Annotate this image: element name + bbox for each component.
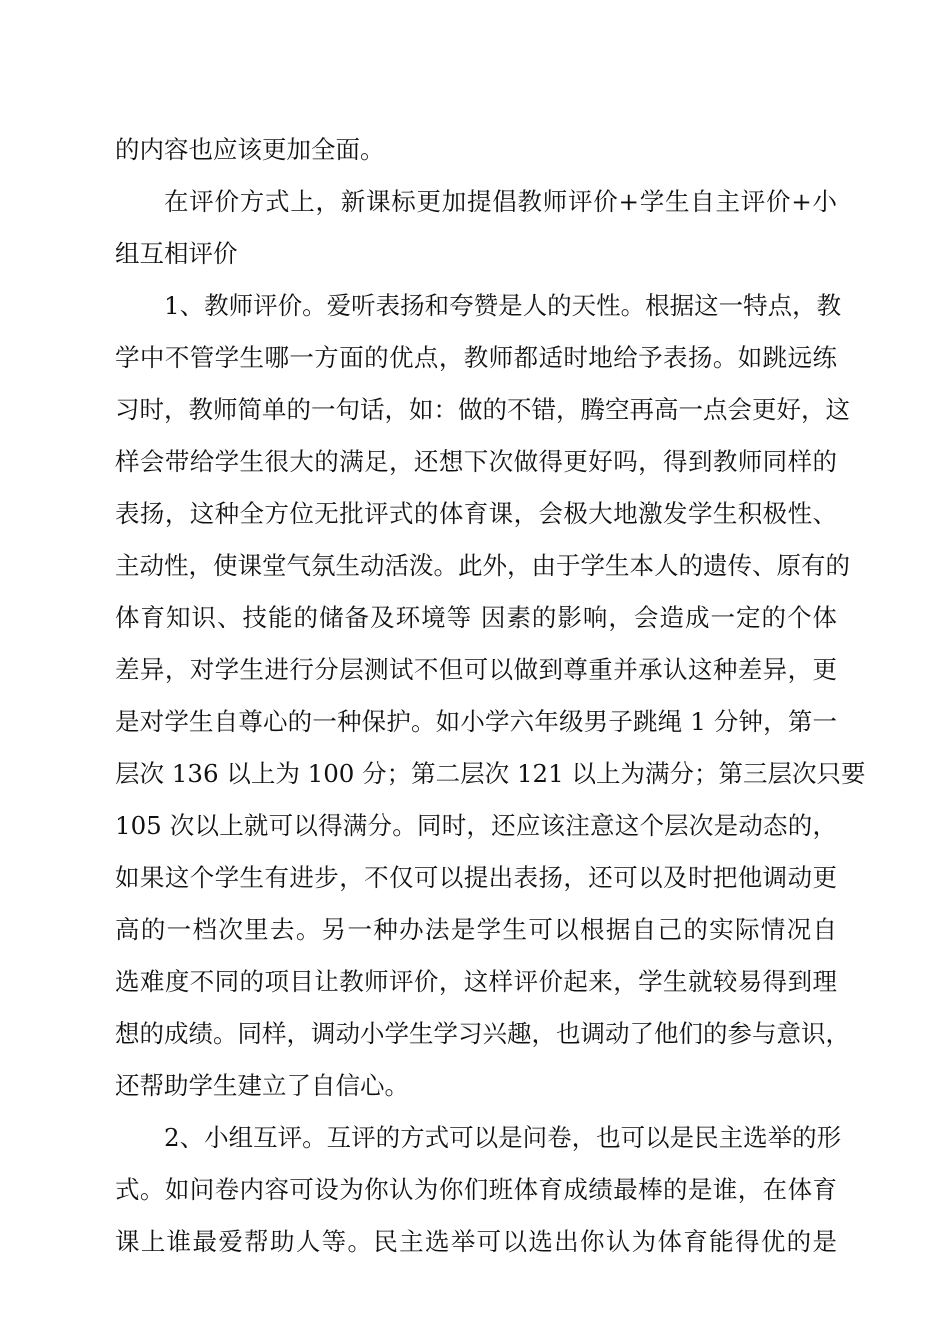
text-line: 式。如问卷内容可设为你认为你们班体育成绩最棒的是谁，在体育 bbox=[115, 1175, 837, 1204]
text-line: 习时，教师简单的一句话，如：做的不错，腾空再高一点会更好，这 bbox=[115, 395, 850, 424]
text-line: 选难度不同的项目让教师评价，这样评价起来，学生就较易得到理 bbox=[115, 967, 837, 996]
text-line: 2、小组互评。互评的方式可以是问卷，也可以是民主选举的形 bbox=[164, 1123, 842, 1152]
text-line: 体育知识、技能的储备及环境等 因素的影响，会造成一定的个体 bbox=[115, 603, 837, 632]
text-line: 是对学生自尊心的一种保护。如小学六年级男子跳绳 1 分钟，第一 bbox=[115, 707, 837, 736]
text-line: 学中不管学生哪一方面的优点，教师都适时地给予表扬。如跳远练 bbox=[115, 343, 837, 372]
text-line: 还帮助学生建立了自信心。 bbox=[115, 1071, 409, 1100]
text-line: 表扬，这种全方位无批评式的体育课，会极大地激发学生积极性、 bbox=[115, 499, 837, 528]
text-line: 1、教师评价。爱听表扬和夸赞是人的天性。根据这一特点，教 bbox=[164, 291, 842, 320]
text-line: 在评价方式上，新课标更加提倡教师评价+学生自主评价+小 bbox=[164, 187, 837, 216]
text-line: 高的一档次里去。另一种办法是学生可以根据自己的实际情况自 bbox=[115, 915, 837, 944]
text-line: 主动性，使课堂气氛生动活泼。此外，由于学生本人的遗传、原有的 bbox=[115, 551, 850, 580]
text-line: 样会带给学生很大的满足，还想下次做得更好吗，得到教师同样的 bbox=[115, 447, 837, 476]
text-line: 想的成绩。同样，调动小学生学习兴趣，也调动了他们的参与意识， bbox=[115, 1019, 850, 1048]
text-line: 组互相评价 bbox=[115, 239, 238, 268]
text-line: 105 次以上就可以得满分。同时，还应该注意这个层次是动态的， bbox=[115, 811, 837, 840]
text-line: 课上谁最爱帮助人等。民主选举可以选出你认为体育能得优的是 bbox=[115, 1227, 837, 1256]
text-line: 层次 136 以上为 100 分；第二层次 121 以上为满分；第三层次只要 bbox=[115, 759, 866, 788]
text-line: 的内容也应该更加全面。 bbox=[115, 135, 385, 164]
text-line: 如果这个学生有进步，不仅可以提出表扬，还可以及时把他调动更 bbox=[115, 863, 837, 892]
text-line: 差异，对学生进行分层测试不但可以做到尊重并承认这种差异，更 bbox=[115, 655, 837, 684]
